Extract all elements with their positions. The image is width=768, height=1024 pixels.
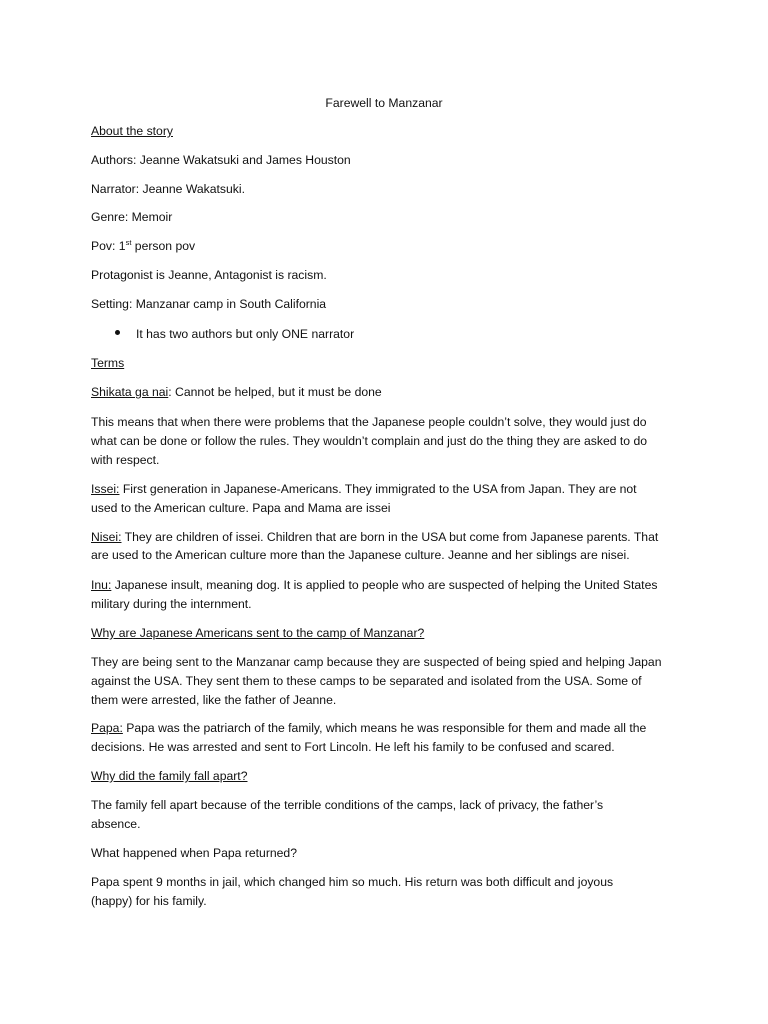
setting-line: Setting: Manzanar camp in South California	[91, 297, 327, 311]
issei-definition: First generation in Japanese-Americans. They immigrated to the USA from Japan. They are not	[119, 482, 637, 496]
issei-line	[91, 481, 637, 497]
protagonist-line: Protagonist is Jeanne, Antagonist is racism.	[91, 268, 327, 282]
pov-line	[91, 238, 195, 254]
inu-line	[91, 577, 657, 593]
bullet-item: It has two authors but only ONE narrator	[136, 327, 355, 341]
nisei-line	[91, 529, 658, 545]
answer-family-line: The family fell apart because of the terrible conditions of the camps, lack of privacy, the father’s	[91, 798, 604, 812]
answer-manzanar-line: against the USA. They sent them to these camps to be separated and isolated from the USA. Some of	[91, 674, 642, 688]
inu-line: military during the internment.	[91, 597, 252, 611]
issei-term: Issei:	[91, 482, 120, 496]
question-family: Why did the family fall apart?	[91, 769, 248, 783]
papa-definition: Papa was the patriarch of the family, which means he was responsible for them and made all the	[122, 721, 647, 735]
about-heading: About the story	[91, 124, 173, 138]
terms-heading: Terms	[91, 356, 125, 370]
papa-line	[91, 720, 646, 736]
inu-term: Inu:	[91, 578, 112, 592]
papa-line: decisions. He was arrested and sent to Fort Lincoln. He left his family to be confused and scared.	[91, 740, 615, 754]
papa-term: Papa:	[91, 721, 123, 735]
question-manzanar: Why are Japanese Americans sent to the camp of Manzanar?	[91, 626, 425, 640]
nisei-definition: They are children of issei. Children that are born in the USA but come from Japanese parents. That	[121, 530, 659, 544]
narrator-line: Narrator: Jeanne Wakatsuki.	[91, 182, 245, 196]
nisei-term: Nisei:	[91, 530, 122, 544]
shikata-term: Shikata ga nai	[91, 385, 169, 399]
shikata-definition: : Cannot be helped, but it must be done	[168, 385, 382, 399]
inu-definition: Japanese insult, meaning dog. It is applied to people who are suspected of helping the United States	[111, 578, 658, 592]
pov-prefix: Pov: 1	[91, 239, 126, 253]
answer-papa-line: Papa spent 9 months in jail, which changed him so much. His return was both difficult and joyous	[91, 875, 614, 889]
answer-papa-line: (happy) for his family.	[91, 894, 207, 908]
shikata-paragraph-line: with respect.	[91, 453, 160, 467]
bullet-icon	[115, 330, 120, 335]
nisei-line: are used to the American culture more than the Japanese culture. Jeanne and her siblings are nisei.	[91, 548, 630, 562]
authors-line: Authors: Jeanne Wakatsuki and James Houston	[91, 153, 351, 167]
pov-superscript: st	[125, 237, 132, 247]
pov-suffix: person pov	[131, 239, 196, 253]
answer-manzanar-line: them were arrested, like the father of Jeanne.	[91, 693, 337, 707]
genre-line: Genre: Memoir	[91, 210, 173, 224]
shikata-paragraph-line: This means that when there were problems that the Japanese people couldn’t solve, they would just do	[91, 415, 647, 429]
shikata-paragraph-line: what can be done or follow the rules. They wouldn’t complain and just do the thing they are asked to do	[91, 434, 648, 448]
question-papa-returned: What happened when Papa returned?	[91, 846, 297, 860]
issei-line: used to the American culture. Papa and Mama are issei	[91, 501, 391, 515]
answer-family-line: absence.	[91, 817, 141, 831]
shikata-line	[91, 384, 382, 400]
document-title: Farewell to Manzanar	[325, 96, 443, 110]
answer-manzanar-line: They are being sent to the Manzanar camp because they are suspected of being spied and helping Japan	[91, 655, 662, 669]
